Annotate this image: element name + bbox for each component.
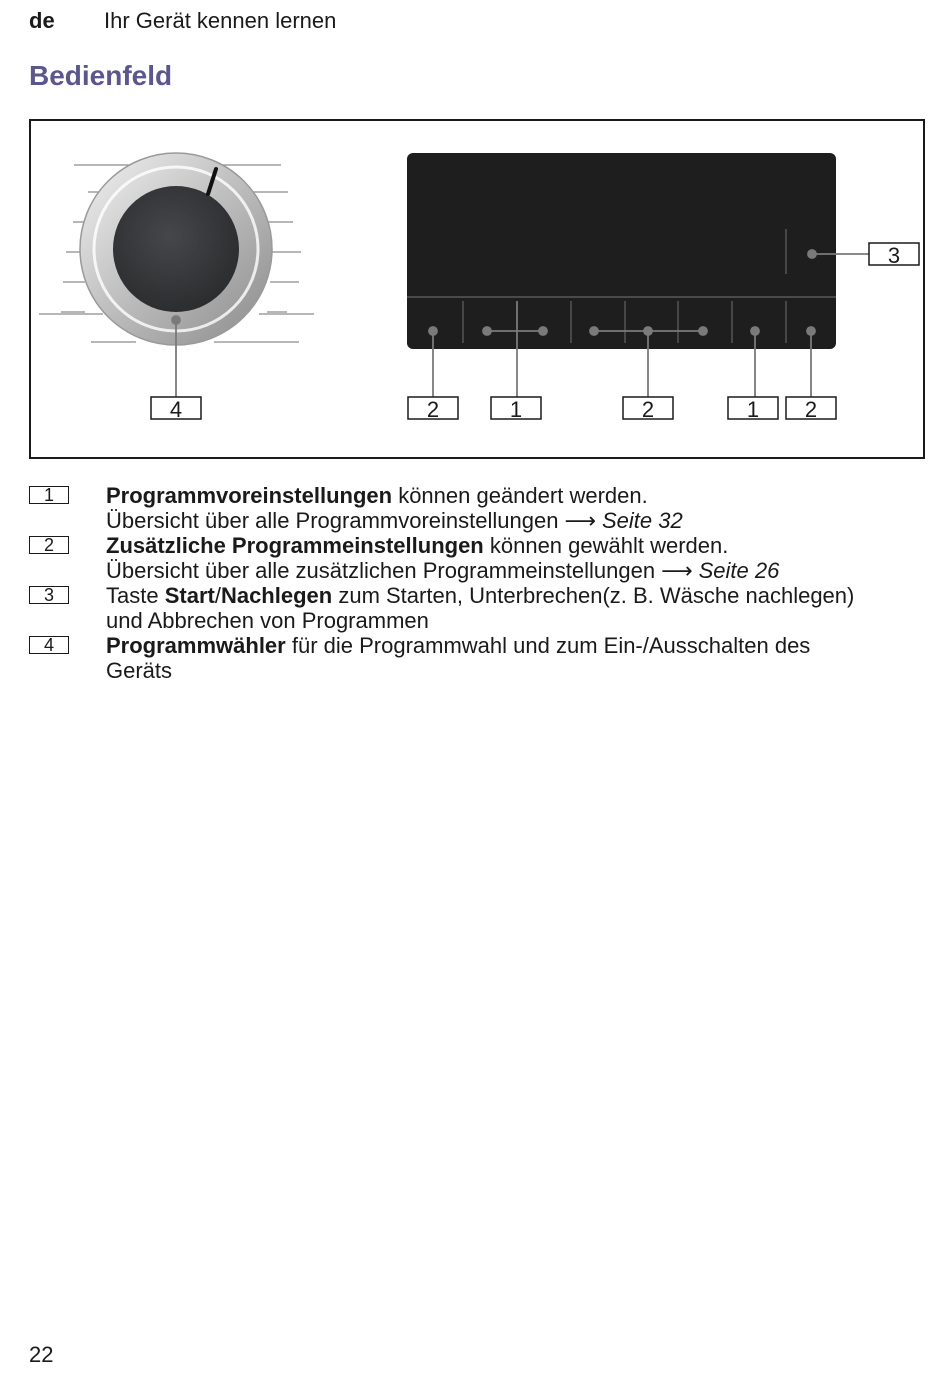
callout-start-button — [869, 243, 919, 268]
control-display — [407, 153, 836, 349]
svg-text:3: 3 — [887, 243, 901, 268]
control-panel-figure — [29, 119, 925, 459]
svg-text:1: 1 — [509, 397, 523, 422]
svg-text:4: 4 — [169, 397, 183, 422]
legend-line: Geräts — [106, 658, 173, 683]
chapter-title: Ihr Gerät kennen lernen — [104, 8, 337, 33]
language-code: de — [29, 8, 55, 33]
dial-center-knob — [113, 186, 239, 312]
legend-number-box: 1 — [29, 486, 69, 504]
page-reference[interactable]: Seite 26 — [698, 558, 780, 583]
legend-number-box: 4 — [29, 636, 69, 654]
legend-term: Programmwähler — [106, 633, 286, 658]
legend-item — [29, 533, 929, 583]
legend-item — [29, 633, 929, 683]
arrow-icon: ⟶ — [564, 508, 596, 533]
callout-button-b — [491, 397, 541, 422]
page-number: 22 — [29, 1342, 54, 1367]
legend-line: und Abbrechen von Programmen — [106, 608, 429, 633]
legend-number-box: 3 — [29, 586, 69, 604]
legend-number-box: 2 — [29, 536, 69, 554]
svg-text:2: 2 — [804, 397, 818, 422]
legend-line: Übersicht über alle zusätzlichen Programmeinstellungen ⟶ Seite 26 — [106, 558, 780, 583]
callout-button-d — [728, 397, 778, 422]
callout-button-a — [408, 397, 458, 422]
control-panel-illustration — [31, 121, 925, 459]
legend-term: Zusätzliche Programmeinstellungen — [106, 533, 484, 558]
legend-item — [29, 583, 929, 633]
section-title: Bedienfeld — [29, 60, 173, 91]
legend-term: Start — [164, 583, 215, 608]
svg-text:1: 1 — [746, 397, 760, 422]
legend-line: Übersicht über alle Programmvoreinstellungen ⟶ Seite 32 — [106, 508, 683, 533]
callout-selector-dial — [151, 397, 201, 422]
callout-button-e — [786, 397, 836, 422]
legend-line: Zusätzliche Programmeinstellungen können gewählt werden. — [106, 533, 729, 558]
svg-text:2: 2 — [426, 397, 440, 422]
legend-term: Programmvoreinstellungen — [106, 483, 393, 508]
legend-line: Programmvoreinstellungen können geändert werden. — [106, 483, 648, 508]
arrow-icon: ⟶ — [661, 558, 693, 583]
legend-item — [29, 483, 929, 533]
callout-button-c — [623, 397, 673, 422]
svg-text:2: 2 — [641, 397, 655, 422]
page-reference[interactable]: Seite 32 — [602, 508, 683, 533]
legend-line: Taste Start/Nachlegen zum Starten, Unterbrechen(z. B. Wäsche nachlegen) — [106, 583, 855, 608]
legend-list — [29, 483, 929, 683]
legend-term: Nachlegen — [220, 583, 333, 608]
legend-line: Programmwähler für die Programmwahl und zum Ein-/Ausschalten des — [106, 633, 811, 658]
